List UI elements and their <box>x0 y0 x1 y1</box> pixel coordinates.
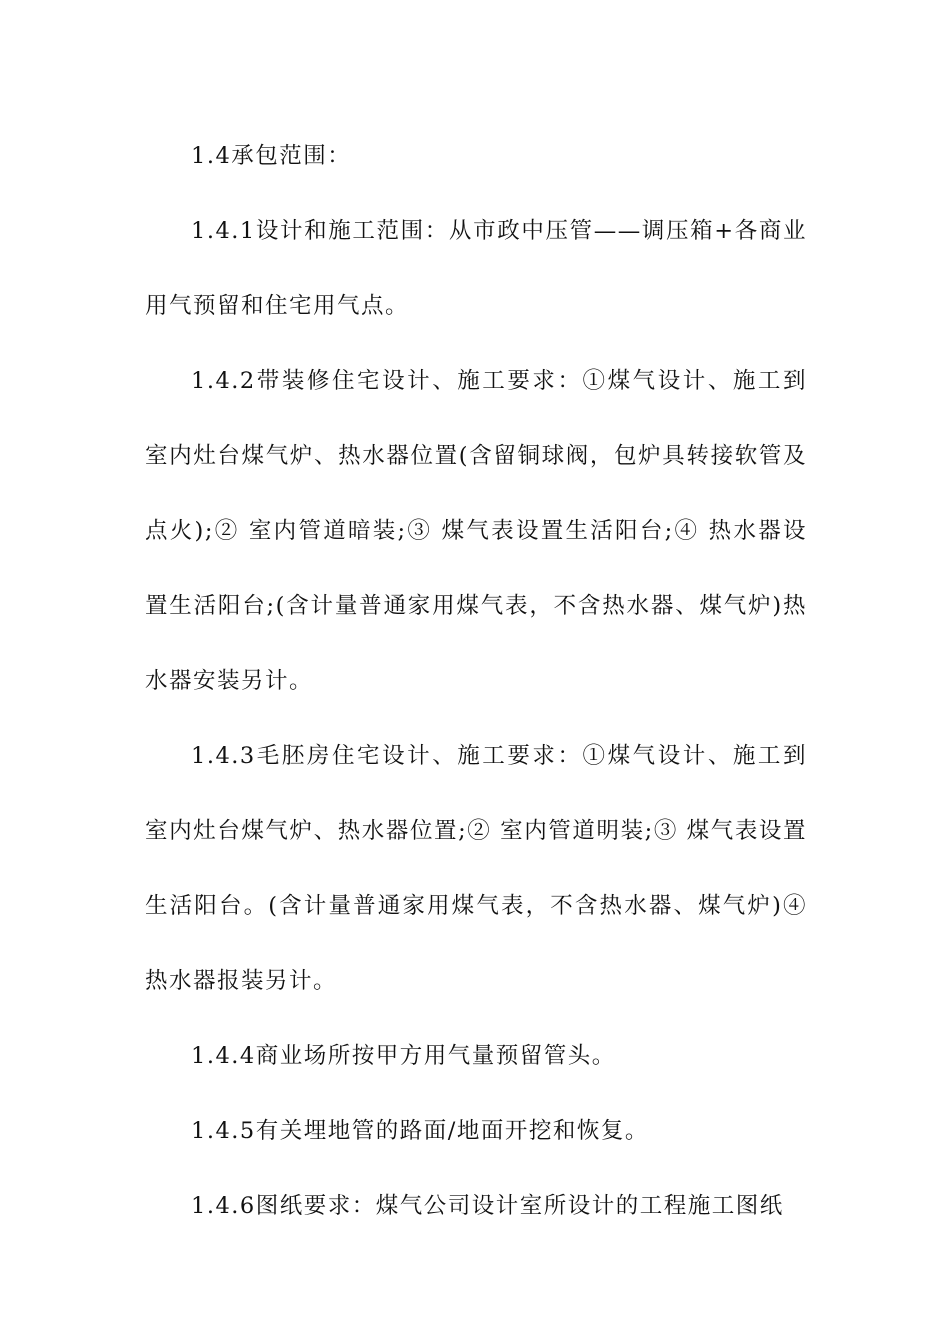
paragraph-1-4-6: 1.4.6图纸要求：煤气公司设计室所设计的工程施工图纸 <box>191 1193 784 1219</box>
paragraph-1-4-2: 1.4.2带装修住宅设计、施工要求：①煤气设计、施工到室内灶台煤气炉、热水器位置(含留铜球阀，包炉具转接软管及点火);② 室内管道暗装;③ 煤气表设置生活阳台;④ 热水器设置生活阳台;(含计量普通家用煤气表，不含热水器、煤气炉)热水器安装另计。 <box>145 368 807 694</box>
document-body <box>145 119 807 1244</box>
paragraph-1-4-4: 1.4.4商业场所按甲方用气量预留管头。 <box>191 1043 616 1069</box>
section-heading: 1.4承包范围： <box>191 143 352 169</box>
paragraph-1-4-1: 1.4.1设计和施工范围：从市政中压管——调压箱+各商业用气预留和住宅用气点。 <box>145 218 807 319</box>
paragraph-1-4-3: 1.4.3毛胚房住宅设计、施工要求：①煤气设计、施工到室内灶台煤气炉、热水器位置;② 室内管道明装;③ 煤气表设置生活阳台。(含计量普通家用煤气表，不含热水器、煤气炉)④热水器报装另计。 <box>145 743 807 994</box>
paragraph-1-4-5: 1.4.5有关埋地管的路面/地面开挖和恢复。 <box>191 1118 649 1144</box>
